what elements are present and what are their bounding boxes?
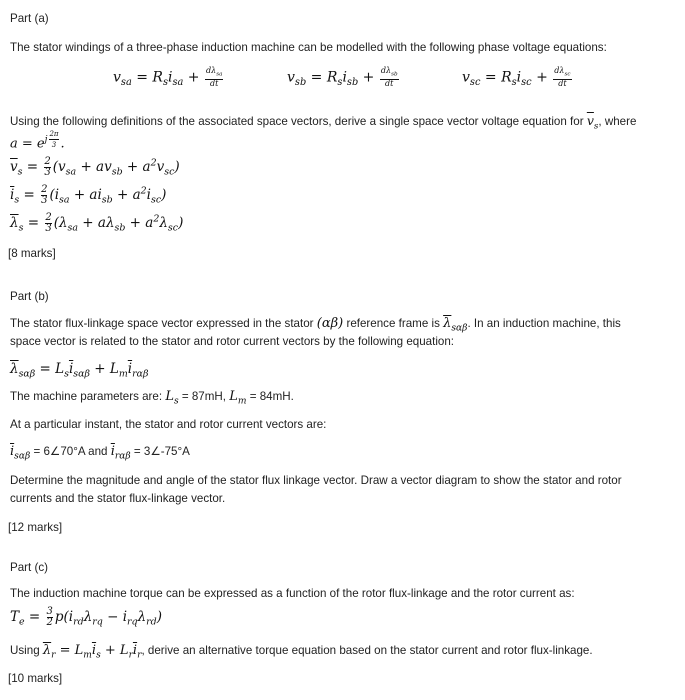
part-a-intro: The stator windings of a three-phase induction machine can be modelled with the following phase voltage equations: [10, 41, 607, 54]
equation-vsb: $v_{sb} = R_si_{sb}$ + $\frac{d\lambda_{sb}}{dt}$ [287, 66, 398, 89]
definition-current-vector: $\overline{i}_s$ = $\frac{2}{3}$ $(i_{sa} + ai_{sb} + a^2i_{sc})$ [10, 184, 167, 206]
part-c-intro: The induction machine torque can be expressed as a function of the rotor flux-linkage and the rotor current as: [10, 587, 575, 600]
part-b-task-line1: Determine the magnitude and angle of the stator flux linkage vector. Draw a vector diagram to show the stator and rotor [10, 474, 622, 487]
definition-voltage-vector: $\overline{v}_s$ = $\frac{2}{3}$ $(v_{sa} + av_{sb} + a^2v_{sc})$ [10, 156, 180, 178]
part-b-heading: Part (b) [10, 290, 49, 303]
part-a-marks: [8 marks] [8, 247, 56, 260]
part-a-heading: Part (a) [10, 12, 49, 25]
machine-parameters: The machine parameters are: $L_s = 87mH$, $L_m = 84mH$. [10, 389, 294, 407]
definition-flux-vector: $\overline{\lambda}_s$ = $\frac{2}{3}$ $(\lambda_{sa} + a\lambda_{sb} + a^2\lambda_{sc})$ [10, 212, 184, 234]
current-vector-values: $\overline{i}_{s\alpha\beta}$ = 6∠70°A and $\overline{i}_{r\alpha\beta}$ = 3∠-75°A [10, 444, 190, 462]
part-c-using-line: Using $\overline{\lambda}_r = L_m\overline{i}_s + L_r\overline{i}_r$, derive an alternative torque equation based on the stator current and rotor flux-linkage. [10, 643, 593, 661]
part-b-intro-line1: The stator flux-linkage space vector expressed in the stator (αβ) reference frame is $\overline{\lambda}_{s\alpha\beta}$. In an induction machine, this [10, 316, 621, 334]
torque-equation: $T_e$ = $\frac{3}{2}$ $p(i_{rd}\lambda_{rq} - i_{rq}\lambda_{rd})$ [10, 606, 162, 628]
instant-description: At a particular instant, the stator and rotor current vectors are: [10, 418, 327, 431]
equation-vsa: $v_{sa} = R_si_{sa}$ + $\frac{d\lambda_{sa}}{dt}$ [113, 66, 223, 89]
part-b-task-line2: currents and the stator flux-linkage vector. [10, 492, 226, 505]
equation-vsc: $v_{sc} = R_si_{sc}$ + $\frac{d\lambda_{sc}}{dt}$ [462, 66, 571, 89]
part-b-intro-line2: space vector is related to the stator and rotor current vectors by the following equation: [10, 335, 455, 348]
a-definition: $a = e^{j \frac{2\pi}{3}}$ . [10, 130, 65, 152]
part-c-heading: Part (c) [10, 561, 49, 574]
part-b-marks: [12 marks] [8, 521, 63, 534]
part-c-marks: [10 marks] [8, 672, 63, 685]
part-b-flux-equation: $\overline{\lambda}_{s\alpha\beta} = L_s\overline{i}_{s\alpha\beta} + L_m\overline{i}_{r\alpha\beta}$ [10, 361, 149, 380]
part-a-instruction: Using the following definitions of the associated space vectors, derive a single space vector voltage equation for $\overline{v}_s$, where [10, 113, 637, 132]
